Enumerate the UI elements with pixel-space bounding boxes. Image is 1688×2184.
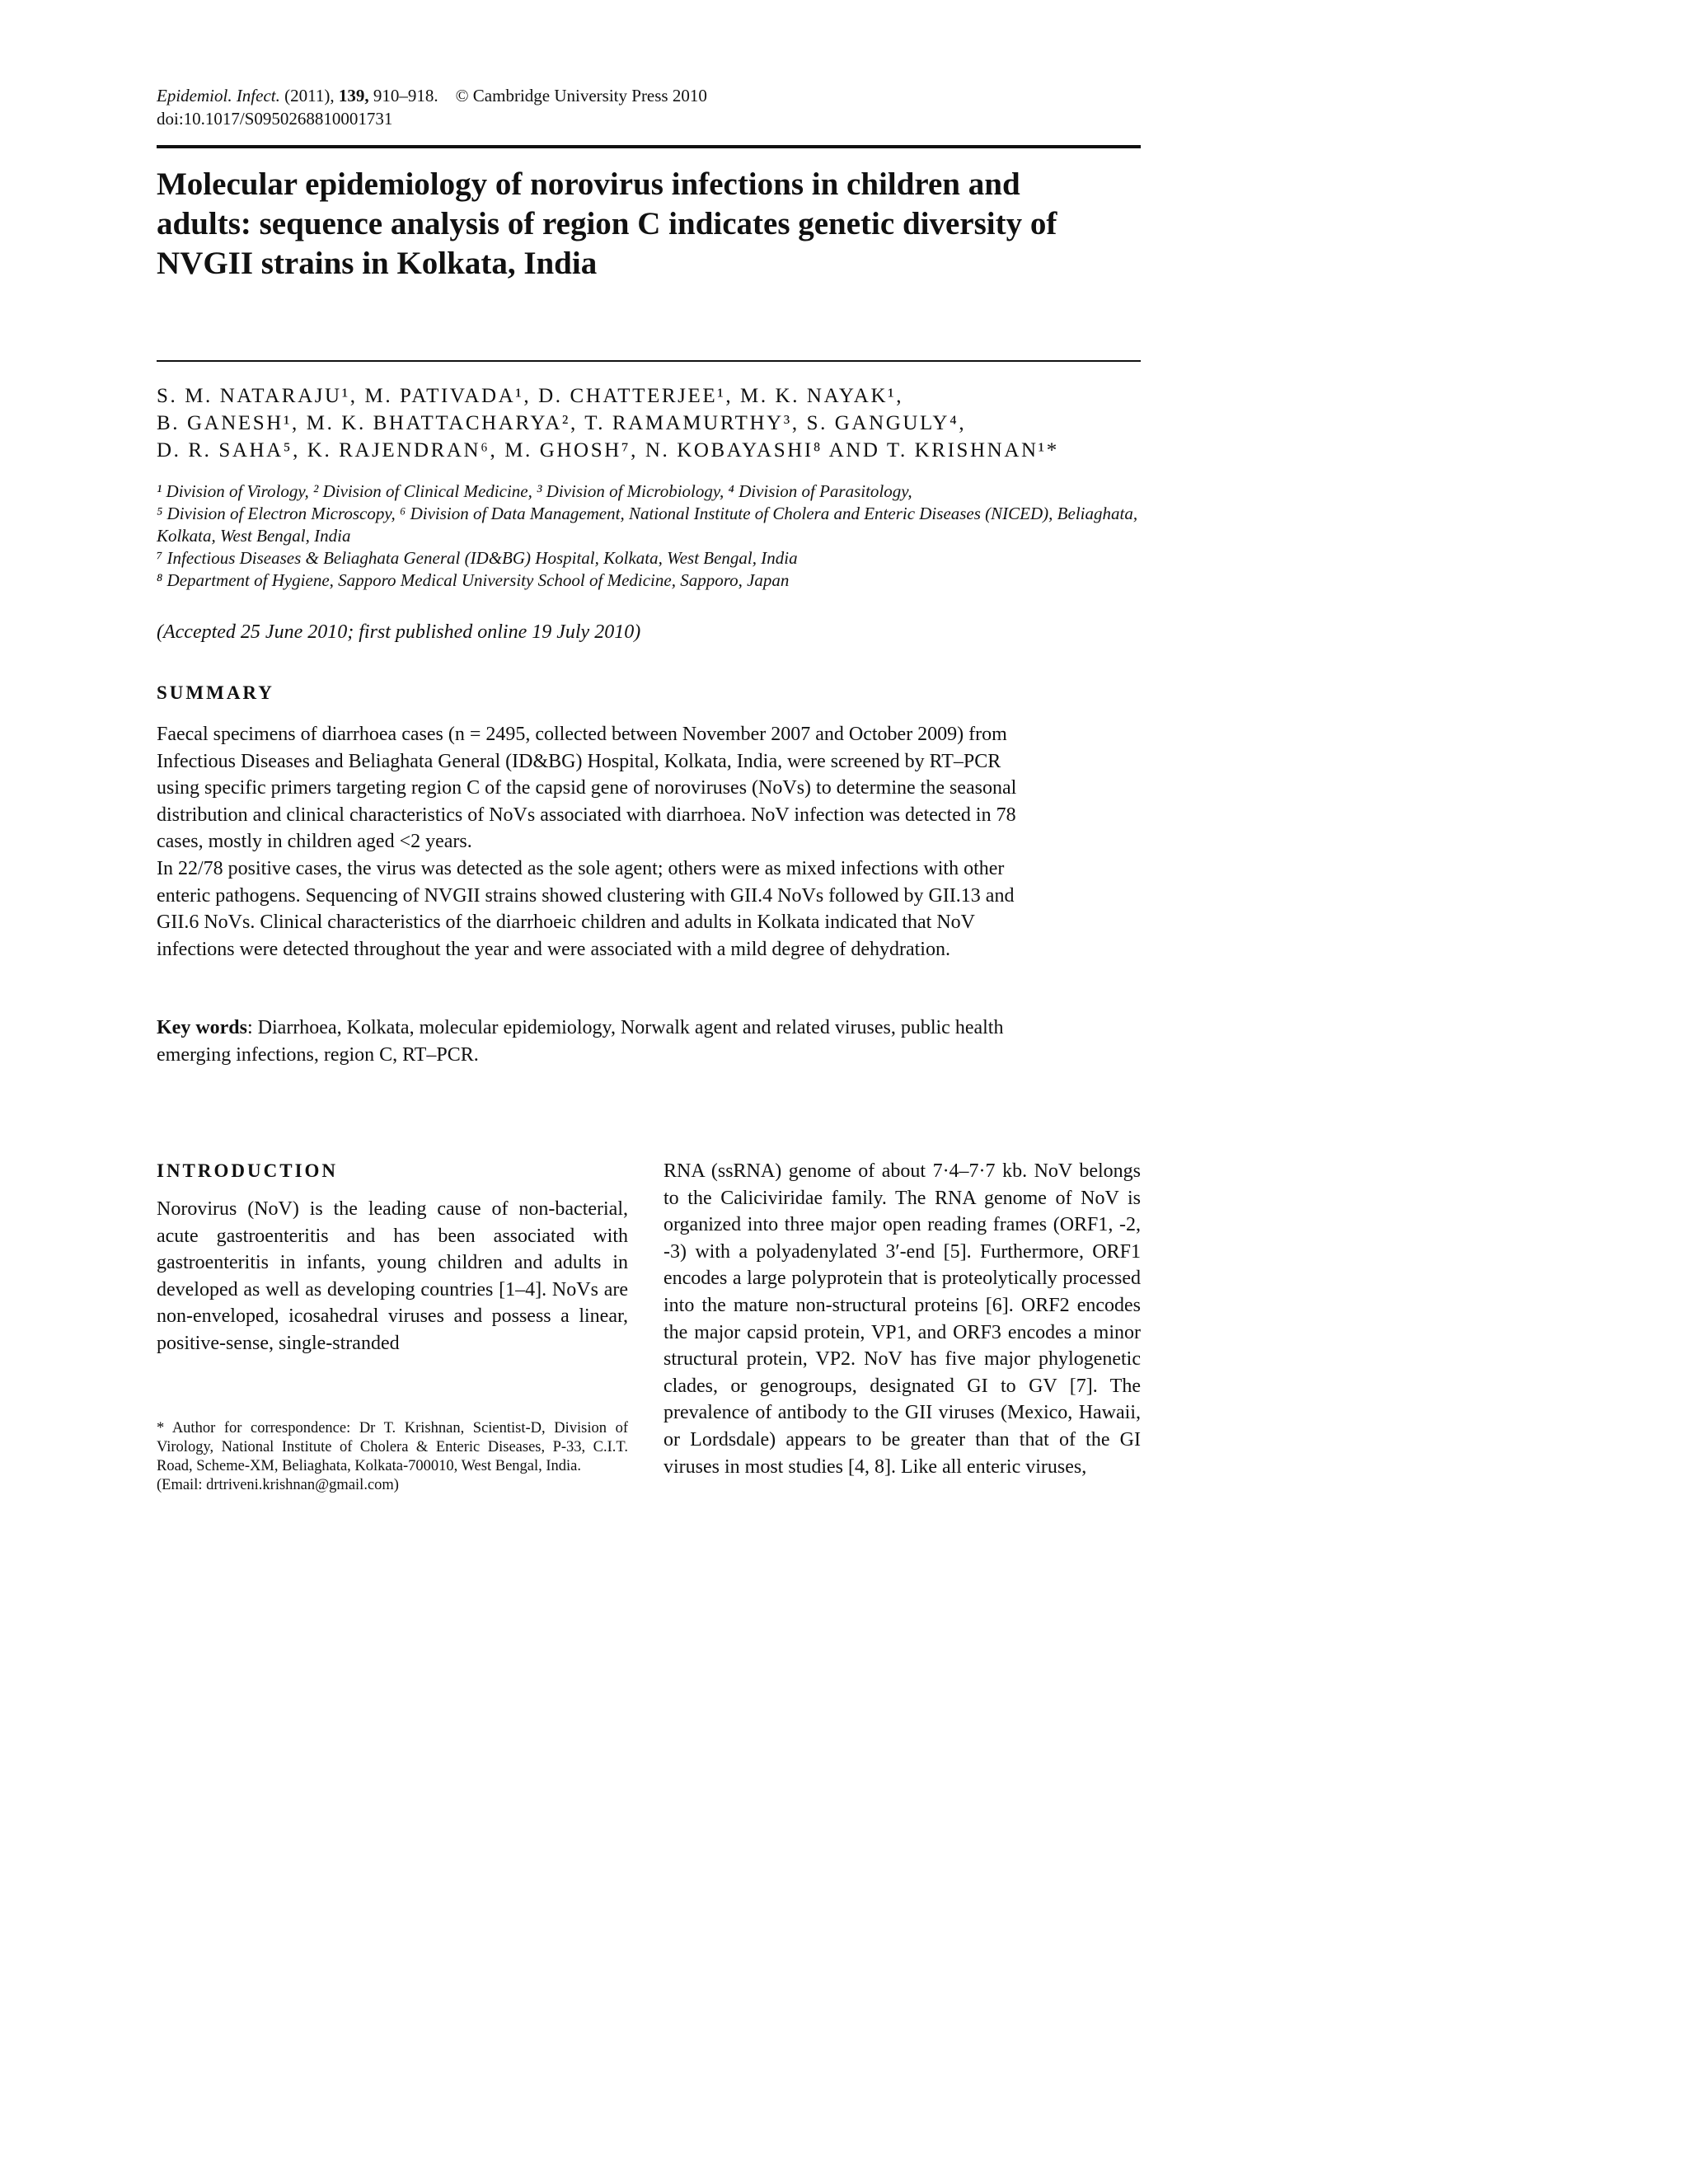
doi: doi:10.1017/S0950268810001731 — [157, 109, 393, 129]
introduction-left-column: Norovirus (NoV) is the leading cause of non-bacterial, acute gastroenteritis and has been associated with gastroenteritis in infants, young children and adults in developed as well as developing countries [1–4]. NoVs are non-enveloped, icosahedral viruses and possess a linear, positive-sense, single-stranded — [157, 1198, 628, 1354]
authors-line-1: S. M. NATARAJU¹, M. PATIVADA¹, D. CHATTERJEE¹, M. K. NAYAK¹, — [157, 385, 904, 407]
affiliations — [157, 480, 1141, 592]
authors-line-3: D. R. SAHA⁵, K. RAJENDRAN⁶, M. GHOSH⁷, N. KOBAYASHI⁸ AND T. KRISHNAN¹* — [157, 439, 1059, 462]
citation-line — [157, 84, 707, 107]
summary-body — [157, 721, 1018, 963]
keywords — [157, 1015, 1018, 1068]
header-rule — [157, 145, 1141, 148]
journal-header — [157, 84, 707, 130]
affiliation-2: ⁵ Division of Electron Microscopy, ⁶ Division of Data Management, National Institute of Cholera and Enteric Diseases (NICED), Beliaghata, Kolkata, West Bengal, India — [157, 504, 1138, 546]
author-list — [157, 382, 1141, 464]
journal-pages: 910–918. — [373, 86, 438, 105]
correspondence-footnote — [157, 1419, 628, 1495]
summary-paragraph-1: Faecal specimens of diarrhoea cases (n = 2495, collected between November 2007 and October 2009) from Infectious Diseases and Beliaghata General (ID&BG) Hospital, Kolkata, India, were screened by RT–PCR using specific primers targeting region C of the capsid gene of noroviruses (NoVs) to determine the seasonal distribution and clinical characteristics of NoVs associated with diarrhoea. NoV infection was detected in 78 cases, mostly in children aged <2 years. — [157, 724, 1017, 853]
summary-paragraph-2: In 22/78 positive cases, the virus was detected as the sole agent; others were as mixed infections with other enteric pathogens. Sequencing of NVGII strains showed clustering with GII.4 NoVs followed by GII.13 and GII.6 NoVs. Clinical characteristics of the diarrhoeic children and adults in Kolkata indicated that NoV infections were detected throughout the year and were associated with a mild degree of dehydration. — [157, 857, 1015, 960]
introduction-right-column: RNA (ssRNA) genome of about 7·4–7·7 kb. NoV belongs to the Caliciviridae family. The RNA genome of NoV is organized into three major open reading frames (ORF1, -2, -3) with a polyadenylated 3′-end [5]. Furthermore, ORF1 encodes a large polyprotein that is proteolytically processed into the mature non-structural proteins [6]. ORF2 encodes the major capsid protein, VP1, and ORF3 encodes a minor structural protein, VP2. NoV has five major phylogenetic clades, or genogroups, designated GI to GV [7]. The prevalence of antibody to the GII viruses (Mexico, Hawaii, or Lordsdale) appears to be greater than that of the GI viruses in most studies [4, 8]. Like all enteric viruses, — [663, 1160, 1141, 1478]
article-title: Molecular epidemiology of norovirus infections in children and adults: sequence analysis of region C indicates genetic diversity of NVGII strains in Kolkata, India — [157, 166, 1057, 281]
authors-line-2: B. GANESH¹, M. K. BHATTACHARYA², T. RAMAMURTHY³, S. GANGULY⁴, — [157, 412, 967, 434]
journal-name: Epidemiol. Infect. — [157, 86, 280, 105]
affiliation-1: ¹ Division of Virology, ² Division of Clinical Medicine, ³ Division of Microbiology, ⁴ Division of Parasitology, — [157, 481, 912, 501]
correspondence-text: * Author for correspondence: Dr T. Krishnan, Scientist-D, Division of Virology, National Institute of Cholera & Enteric Diseases, P-33, C.I.T. Road, Scheme-XM, Beliaghata, Kolkata-700010, West Bengal, India. — [157, 1420, 628, 1474]
title-rule — [157, 360, 1141, 362]
copyright: © Cambridge University Press 2010 — [455, 86, 707, 105]
affiliation-4: ⁸ Department of Hygiene, Sapporo Medical University School of Medicine, Sapporo, Japan — [157, 570, 790, 590]
journal-volume: 139, — [338, 86, 369, 105]
affiliation-3: ⁷ Infectious Diseases & Beliaghata General (ID&BG) Hospital, Kolkata, West Bengal, India — [157, 548, 798, 568]
correspondence-email: (Email: drtriveni.krishnan@gmail.com) — [157, 1477, 399, 1493]
accepted-dates: (Accepted 25 June 2010; first published online 19 July 2010) — [157, 621, 641, 643]
journal-year: (2011), — [284, 86, 335, 105]
keywords-text: : Diarrhoea, Kolkata, molecular epidemiology, Norwalk agent and related viruses, public health emerging infections, region C, RT–PCR. — [157, 1017, 1004, 1066]
keywords-label: Key words — [157, 1017, 247, 1038]
introduction-heading: INTRODUCTION — [157, 1160, 339, 1181]
summary-heading: SUMMARY — [157, 682, 274, 703]
